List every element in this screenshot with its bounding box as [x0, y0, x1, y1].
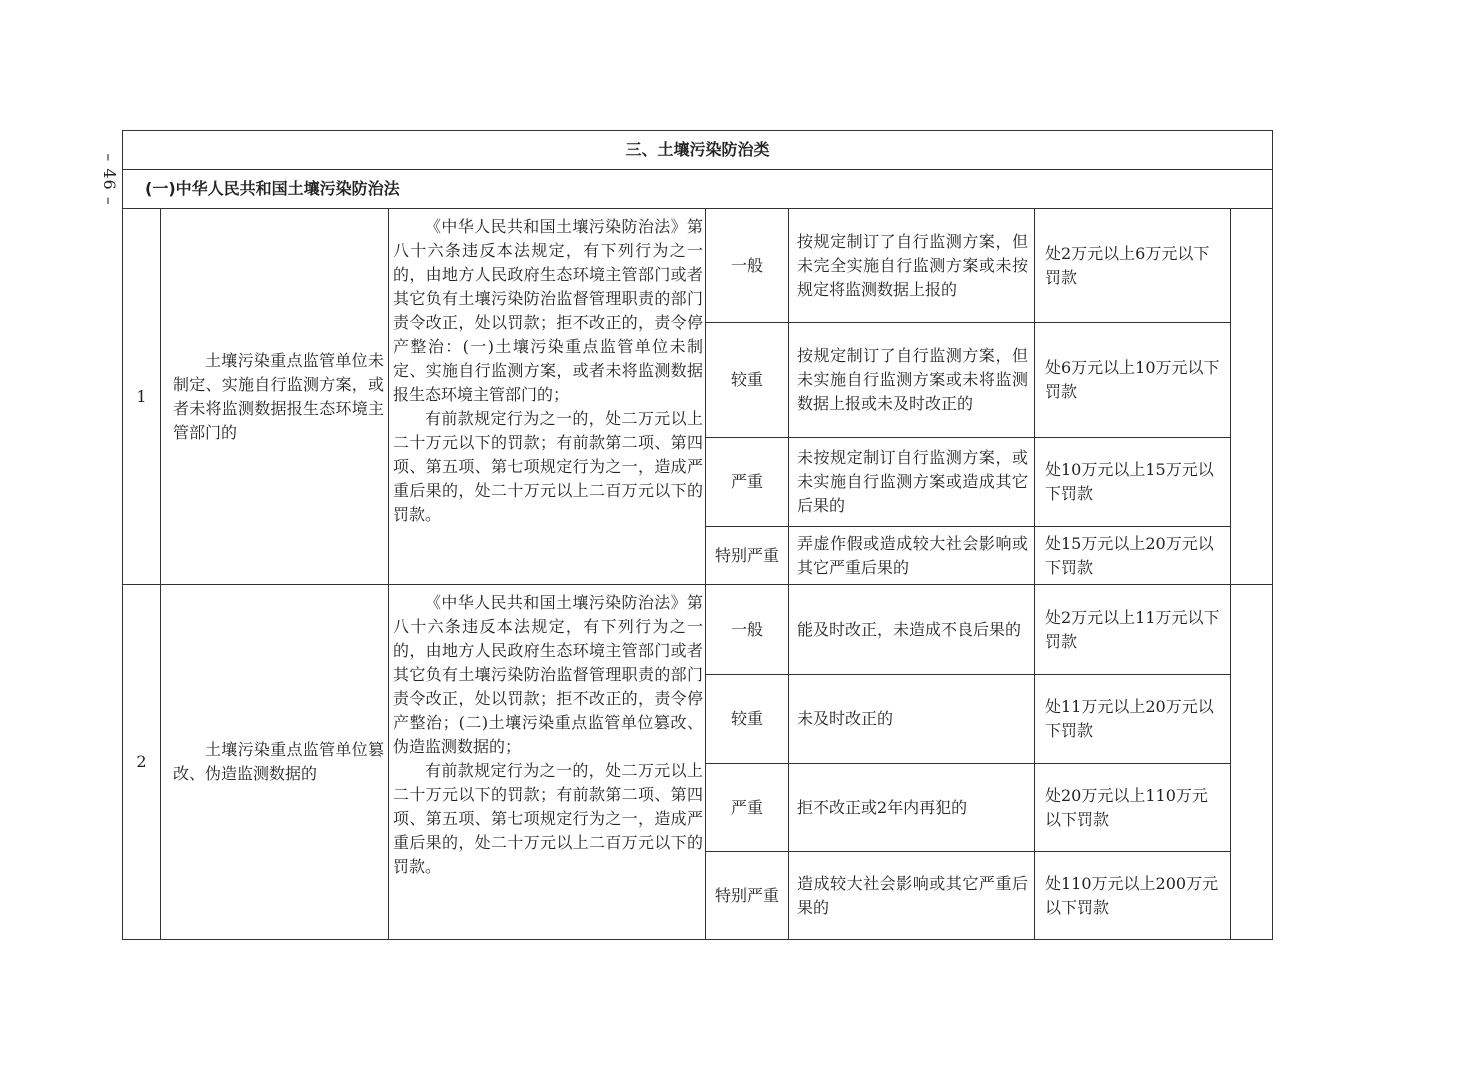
severity-level: 严重: [706, 438, 789, 527]
situation: 按规定制订了自行监测方案，但未实施自行监测方案或未将监测数据上报或未及时改正的: [789, 323, 1035, 438]
severity-level: 较重: [706, 323, 789, 438]
empty-cell: [1231, 585, 1273, 940]
legal-basis-paragraph: 有前款规定行为之一的，处二万元以上二十万元以下的罚款；有前款第二项、第四项、第五项、第七项规定行为之一，造成严重后果的，处二十万元以上二百万元以下的罚款。: [393, 761, 703, 876]
severity-level: 严重: [706, 764, 789, 852]
violation-description-text: 土壤污染重点监管单位篡改、伪造监测数据的: [173, 740, 384, 783]
table-row: [123, 585, 1273, 675]
situation: 弄虚作假或造成较大社会影响或其它严重后果的: [789, 527, 1035, 585]
penalty: 处10万元以上15万元以下罚款: [1035, 438, 1231, 527]
legal-basis-paragraph: 有前款规定行为之一的，处二万元以上二十万元以下的罚款；有前款第二项、第四项、第五项、第七项规定行为之一，造成严重后果的，处二十万元以上二百万元以下的罚款。: [393, 409, 703, 524]
legal-basis-paragraph: 《中华人民共和国土壤污染防治法》第八十六条违反本法规定，有下列行为之一的，由地方人民政府生态环境主管部门或者其它负有土壤污染防治监督管理职责的部门责令改正，处以罚款；拒不改正的，责令停产整治；(二)土壤污染重点监管单位篡改、伪造监测数据的；: [393, 593, 703, 756]
situation: 造成较大社会影响或其它严重后果的: [789, 852, 1035, 940]
severity-level: 一般: [706, 209, 789, 323]
subsection-title: (一)中华人民共和国土壤污染防治法: [123, 170, 1273, 209]
empty-cell: [1231, 209, 1273, 585]
violation-description: [161, 209, 389, 585]
penalty: 处20万元以上110万元以下罚款: [1035, 764, 1231, 852]
legal-basis: [389, 585, 706, 940]
situation: 按规定制订了自行监测方案，但未完全实施自行监测方案或未按规定将监测数据上报的: [789, 209, 1035, 323]
table-row: [123, 209, 1273, 323]
severity-level: 较重: [706, 675, 789, 764]
penalty: 处2万元以上6万元以下罚款: [1035, 209, 1231, 323]
situation: 拒不改正或2年内再犯的: [789, 764, 1035, 852]
legal-basis: [389, 209, 706, 585]
severity-level: 特别严重: [706, 527, 789, 585]
severity-level: 一般: [706, 585, 789, 675]
penalty: 处2万元以上11万元以下罚款: [1035, 585, 1231, 675]
penalty: 处11万元以上20万元以下罚款: [1035, 675, 1231, 764]
violation-description: [161, 585, 389, 940]
penalty: 处15万元以上20万元以下罚款: [1035, 527, 1231, 585]
penalty: 处110万元以上200万元以下罚款: [1035, 852, 1231, 940]
violation-description-text: 土壤污染重点监管单位未制定、实施自行监测方案，或者未将监测数据报生态环境主管部门的: [173, 350, 384, 442]
penalty: 处6万元以上10万元以下罚款: [1035, 323, 1231, 438]
section-title: 三、土壤污染防治类: [123, 131, 1273, 170]
page-number-text: – 46 –: [99, 152, 119, 206]
penalty-table: [122, 130, 1273, 940]
situation: 未按规定制订自行监测方案，或未实施自行监测方案或造成其它后果的: [789, 438, 1035, 527]
legal-basis-paragraph: 《中华人民共和国土壤污染防治法》第八十六条违反本法规定，有下列行为之一的，由地方人民政府生态环境主管部门或者其它负有土壤污染防治监督管理职责的部门责令改正，处以罚款；拒不改正的，责令停产整治：(一)土壤污染重点监管单位未制定、实施自行监测方案，或者未将监测数据报生态环境主管部门的；: [393, 217, 703, 404]
row-number: 1: [123, 209, 161, 585]
severity-level: 特别严重: [706, 852, 789, 940]
page-number: [96, 150, 122, 208]
row-number: 2: [123, 585, 161, 940]
situation: 未及时改正的: [789, 675, 1035, 764]
situation: 能及时改正，未造成不良后果的: [789, 585, 1035, 675]
